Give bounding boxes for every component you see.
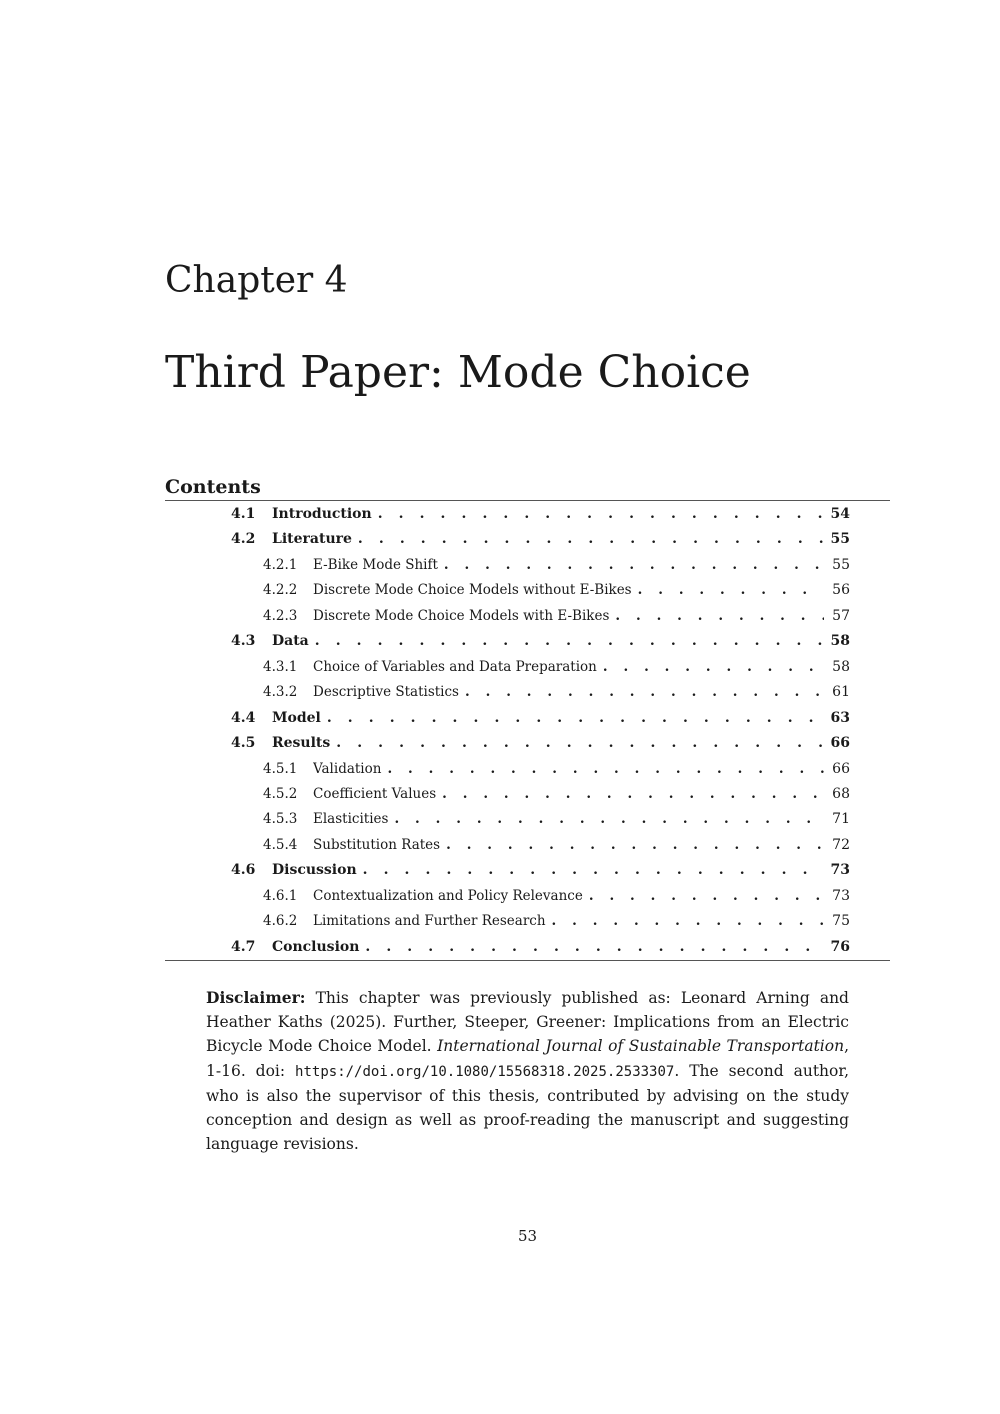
toc-entry-page: 73 [830,862,850,879]
toc-dot-leader [446,833,824,858]
toc-entry-number: 4.3.2 [263,684,298,701]
toc-entry-title-line [313,909,824,934]
toc-entry-title-line [313,680,824,705]
toc-dot-leader [638,578,824,603]
contents-heading: Contents [165,476,261,498]
toc-entry-title-line [313,553,824,578]
toc-entry-number: 4.2.2 [263,582,298,599]
toc-entry-title-line [313,884,824,909]
toc-entry-title-line [272,502,824,527]
toc-entry[interactable] [0,527,1000,552]
toc-entry-number: 4.7 [231,938,256,955]
toc-dot-leader [552,909,824,934]
toc-entry-page: 55 [830,531,850,548]
toc-dot-leader [589,884,824,909]
toc-entry-number: 4.6.2 [263,913,298,930]
toc-entry-page: 61 [832,684,850,701]
toc-entry-title: Descriptive Statistics [313,684,459,701]
journal-name: International Journal of Sustainable Transportation [437,1037,845,1056]
toc-entry-title-line [313,578,824,603]
toc-entry-title: Literature [272,531,352,548]
toc-dot-leader [394,807,824,832]
toc-entry-title-line [272,858,824,883]
toc-entry-page: 63 [830,709,850,726]
toc-entry-title-line [313,604,824,629]
toc-dot-leader [327,706,824,731]
toc-entry-title: Choice of Variables and Data Preparation [313,658,597,675]
toc-entry-page: 56 [832,582,850,599]
contents-top-rule [165,500,890,501]
toc-entry-number: 4.6.1 [263,887,298,904]
toc-entry-title-line [272,706,824,731]
toc-entry-page: 72 [832,836,850,853]
toc-dot-leader [444,553,824,578]
toc-entry-page: 66 [830,735,850,752]
toc-dot-leader [378,502,824,527]
toc-entry-title-line [313,655,824,680]
toc-entry-page: 57 [832,607,850,624]
toc-entry-number: 4.2 [231,531,256,548]
toc-entry[interactable] [0,935,1000,960]
toc-entry-page: 55 [832,556,850,573]
toc-entry-title: Substitution Rates [313,836,441,853]
toc-entry-page: 68 [832,785,850,802]
toc-entry-title-line [313,807,824,832]
toc-entry[interactable] [0,884,1000,909]
disclaimer-label: Disclaimer: [206,988,306,1007]
toc-entry[interactable] [0,553,1000,578]
disclaimer-text-3: . The second author, who is also the supervisor of this thesis, contributed by advising on the study conception and design as well as proof-reading the manuscript and suggesting language revisions. [206,1061,849,1154]
toc-dot-leader [336,731,824,756]
disclaimer-text-2: , 1-16. doi: [206,1037,850,1080]
toc-dot-leader [442,782,824,807]
toc-entry-title: Discussion [272,862,357,879]
toc-entry-number: 4.5.3 [263,811,298,828]
toc-entry-page: 58 [830,633,850,650]
toc-entry[interactable] [0,731,1000,756]
page-number: 53 [517,1227,538,1245]
toc-entry[interactable] [0,757,1000,782]
toc-entry[interactable] [0,782,1000,807]
toc-entry-number: 4.1 [231,506,256,522]
toc-entry[interactable] [0,502,1000,527]
toc-entry-number: 4.5.2 [263,785,298,802]
toc-entry[interactable] [0,706,1000,731]
doi-link[interactable]: https://doi.org/10.1080/15568318.2025.2533307 [295,1063,675,1080]
toc-entry-title-line [313,782,824,807]
toc-entry-title-line [272,527,824,552]
toc-entry-title: Results [272,735,331,752]
toc-entry[interactable] [0,578,1000,603]
toc-entry[interactable] [0,604,1000,629]
toc-entry-title: Data [272,633,309,650]
toc-entry[interactable] [0,629,1000,654]
toc-entry-number: 4.5.1 [263,760,298,777]
toc-entry-title: Discrete Mode Choice Models with E-Bikes [313,607,610,624]
toc-entry-title: Validation [313,760,382,777]
chapter-label: Chapter 4 [165,260,348,301]
toc-entry-page: 71 [832,811,850,828]
toc-entry-title-line [313,757,824,782]
toc-entry-title: E-Bike Mode Shift [313,556,438,573]
toc-dot-leader [387,757,824,782]
toc-entry-title: Model [272,709,321,726]
toc-entry-number: 4.2.3 [263,607,298,624]
toc-dot-leader [465,680,824,705]
toc-dot-leader [358,527,824,552]
chapter-title: Third Paper: Mode Choice [165,347,751,398]
contents-bottom-rule [165,960,890,961]
toc-dot-leader [603,655,824,680]
toc-entry-title: Coefficient Values [313,785,437,802]
toc-entry-title-line [272,935,824,960]
toc-entry-page: 54 [830,506,850,522]
disclaimer-paragraph [206,986,849,1156]
toc-entry-page: 75 [832,913,850,930]
toc-entry[interactable] [0,807,1000,832]
toc-entry-title-line [272,629,824,654]
toc-entry-number: 4.6 [231,862,256,879]
toc-entry-title-line [313,833,824,858]
toc-entry-number: 4.3 [231,633,256,650]
toc-entry[interactable] [0,858,1000,883]
toc-entry[interactable] [0,680,1000,705]
toc-dot-leader [315,629,824,654]
toc-dot-leader [363,858,824,883]
toc-entry-number: 4.5 [231,735,256,752]
toc-entry-page: 73 [832,887,850,904]
toc-entry-number: 4.4 [231,709,256,726]
toc-entry-number: 4.5.4 [263,836,298,853]
toc-entry[interactable] [0,909,1000,934]
disclaimer-text-1: This chapter was previously published as: Leonard Arning and Heather Kaths (2025). Further, Steeper, Greener: Implications from an Electric Bicycle Mode Choice Model. [206,989,849,1056]
toc-entry-page: 66 [832,760,850,777]
toc-entry-title-line [272,731,824,756]
toc-entry-title: Contextualization and Policy Relevance [313,887,583,904]
toc-entry-number: 4.2.1 [263,556,298,573]
toc-dot-leader [365,935,824,960]
toc-entry-title: Introduction [272,506,372,522]
toc-dot-leader [615,604,824,629]
toc-entry-page: 76 [830,938,850,955]
toc-entry-title: Elasticities [313,811,389,828]
toc-entry-number: 4.3.1 [263,658,298,675]
toc-entry[interactable] [0,655,1000,680]
toc-entry-title: Discrete Mode Choice Models without E-Bikes [313,582,632,599]
toc-entry[interactable] [0,833,1000,858]
toc-entry-title: Conclusion [272,938,360,955]
toc-entry-page: 58 [832,658,850,675]
toc-entry-title: Limitations and Further Research [313,913,546,930]
